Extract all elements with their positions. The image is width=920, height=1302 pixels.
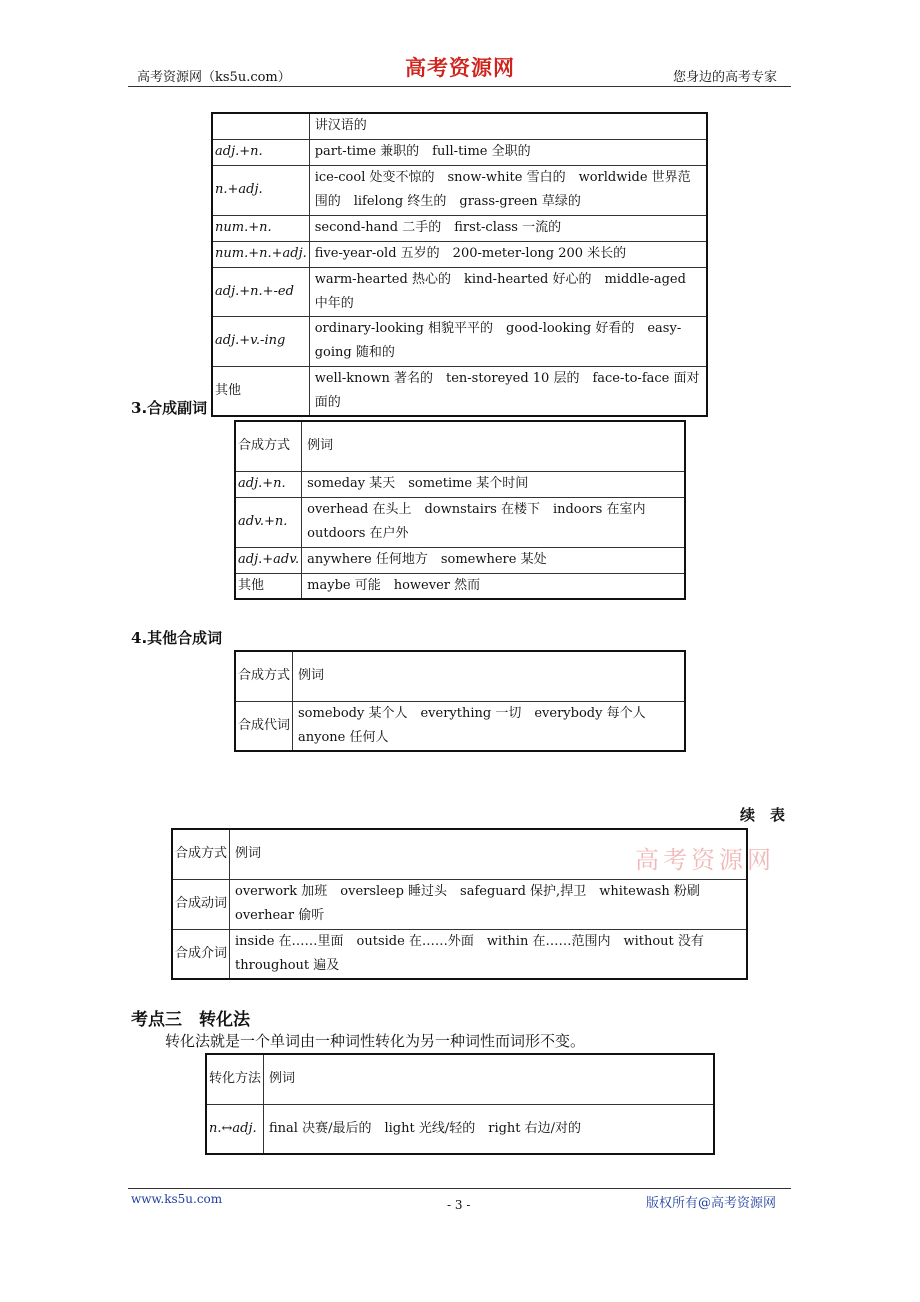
table-row — [212, 165, 707, 215]
table-row — [172, 929, 747, 979]
table-header-row — [235, 421, 685, 471]
table-row — [212, 113, 707, 139]
conversion-table — [205, 1053, 715, 1155]
table-header-row — [235, 651, 685, 701]
examples-cell: ordinary-looking 相貌平平的 good-looking 好看的 easy-going 随和的 — [309, 316, 707, 366]
examples-cell: ice-cool 处变不惊的 snow-white 雪白的 worldwide 世界范围的 lifelong 终生的 grass-green 草绿的 — [309, 165, 707, 215]
compound-adverb-table — [234, 420, 686, 600]
kaodian3-heading: 考点三 转化法 — [131, 1010, 250, 1030]
footer-copyright: 版权所有@高考资源网 — [646, 1196, 777, 1211]
method-cell: n.+adj. — [212, 165, 309, 215]
header-method: 合成方式 — [235, 421, 302, 471]
table-row — [212, 139, 707, 165]
table-row — [235, 701, 685, 751]
examples-cell: overwork 加班 oversleep 睡过头 safeguard 保护,捍卫 whitewash 粉刷 overhear 偷听 — [230, 879, 747, 929]
examples-cell: inside 在……里面 outside 在……外面 within 在……范围内 without 没有 throughout 遍及 — [230, 929, 747, 979]
examples-cell: somebody 某个人 everything 一切 everybody 每个人 anyone 任何人 — [293, 701, 685, 751]
method-cell: adj.+n. — [212, 139, 309, 165]
table-header-row — [172, 829, 747, 879]
page-number: - 3 - — [447, 1198, 471, 1212]
examples-cell: overhead 在头上 downstairs 在楼下 indoors 在室内 outdoors 在户外 — [302, 497, 685, 547]
intro-paragraph: 转化法就是一个单词由一种词性转化为另一种词性而词形不变。 — [165, 1032, 586, 1050]
method-cell: n.↔adj. — [206, 1104, 264, 1154]
section-number: 4 — [131, 629, 142, 647]
section-title: .合成副词 — [141, 399, 208, 417]
method-cell: adj.+v.-ing — [212, 316, 309, 366]
table-row — [235, 573, 685, 599]
compound-adjective-table — [211, 112, 708, 417]
section-title: .其他合成词 — [141, 629, 223, 647]
method-cell: adj.+n.+-ed — [212, 267, 309, 316]
header-examples: 例词 — [293, 651, 685, 701]
section-heading-other-compounds — [131, 627, 222, 648]
table-row — [212, 267, 707, 316]
examples-cell: five-year-old 五岁的 200-meter-long 200 米长的 — [309, 241, 707, 267]
method-cell: num.+n.+adj. — [212, 241, 309, 267]
header-examples: 例词 — [302, 421, 685, 471]
method-cell: 合成介词 — [172, 929, 230, 979]
continued-label: 续 表 — [740, 806, 786, 824]
examples-cell: well-known 著名的 ten-storeyed 10 层的 face-to-face 面对面的 — [309, 366, 707, 416]
header-divider — [128, 86, 791, 87]
method-cell: 合成代词 — [235, 701, 293, 751]
footer-site-link[interactable]: www.ks5u.com — [131, 1192, 223, 1206]
method-cell: 合成动词 — [172, 879, 230, 929]
examples-cell: part-time 兼职的 full-time 全职的 — [309, 139, 707, 165]
header-slogan: 您身边的高考专家 — [673, 70, 778, 85]
header-logo: 高考资源网 — [405, 56, 515, 80]
examples-cell: maybe 可能 however 然而 — [302, 573, 685, 599]
table-row — [212, 316, 707, 366]
examples-cell: final 决赛/最后的 light 光线/轻的 right 右边/对的 — [264, 1104, 714, 1154]
method-cell: adv.+n. — [235, 497, 302, 547]
examples-cell: someday 某天 sometime 某个时间 — [302, 471, 685, 497]
continued-table — [171, 828, 748, 980]
footer-divider — [128, 1188, 791, 1189]
table-row — [212, 366, 707, 416]
table-row — [235, 547, 685, 573]
examples-cell: second-hand 二手的 first-class 一流的 — [309, 215, 707, 241]
header-site-name: 高考资源网（ks5u.com） — [137, 70, 291, 85]
table-row — [212, 215, 707, 241]
table-row — [212, 241, 707, 267]
method-cell: 其他 — [212, 366, 309, 416]
section-number: 3 — [131, 399, 142, 417]
header-examples: 例词 — [230, 829, 747, 879]
examples-cell: anywhere 任何地方 somewhere 某处 — [302, 547, 685, 573]
method-cell: adj.+adv. — [235, 547, 302, 573]
examples-cell: 讲汉语的 — [309, 113, 707, 139]
table-row — [235, 471, 685, 497]
header-method: 合成方式 — [235, 651, 293, 701]
watermark: 高考资源网 — [635, 846, 775, 874]
method-cell: num.+n. — [212, 215, 309, 241]
header-method: 合成方式 — [172, 829, 230, 879]
examples-cell: warm-hearted 热心的 kind-hearted 好心的 middle-aged 中年的 — [309, 267, 707, 316]
section-heading-compound-adverbs — [131, 397, 207, 418]
table-row — [235, 497, 685, 547]
other-compound-table — [234, 650, 686, 752]
header-method: 转化方法 — [206, 1054, 264, 1104]
header-examples: 例词 — [264, 1054, 714, 1104]
table-row — [172, 879, 747, 929]
table-header-row — [206, 1054, 714, 1104]
method-cell: adj.+n. — [235, 471, 302, 497]
table-row — [206, 1104, 714, 1154]
method-cell — [212, 113, 309, 139]
method-cell: 其他 — [235, 573, 302, 599]
